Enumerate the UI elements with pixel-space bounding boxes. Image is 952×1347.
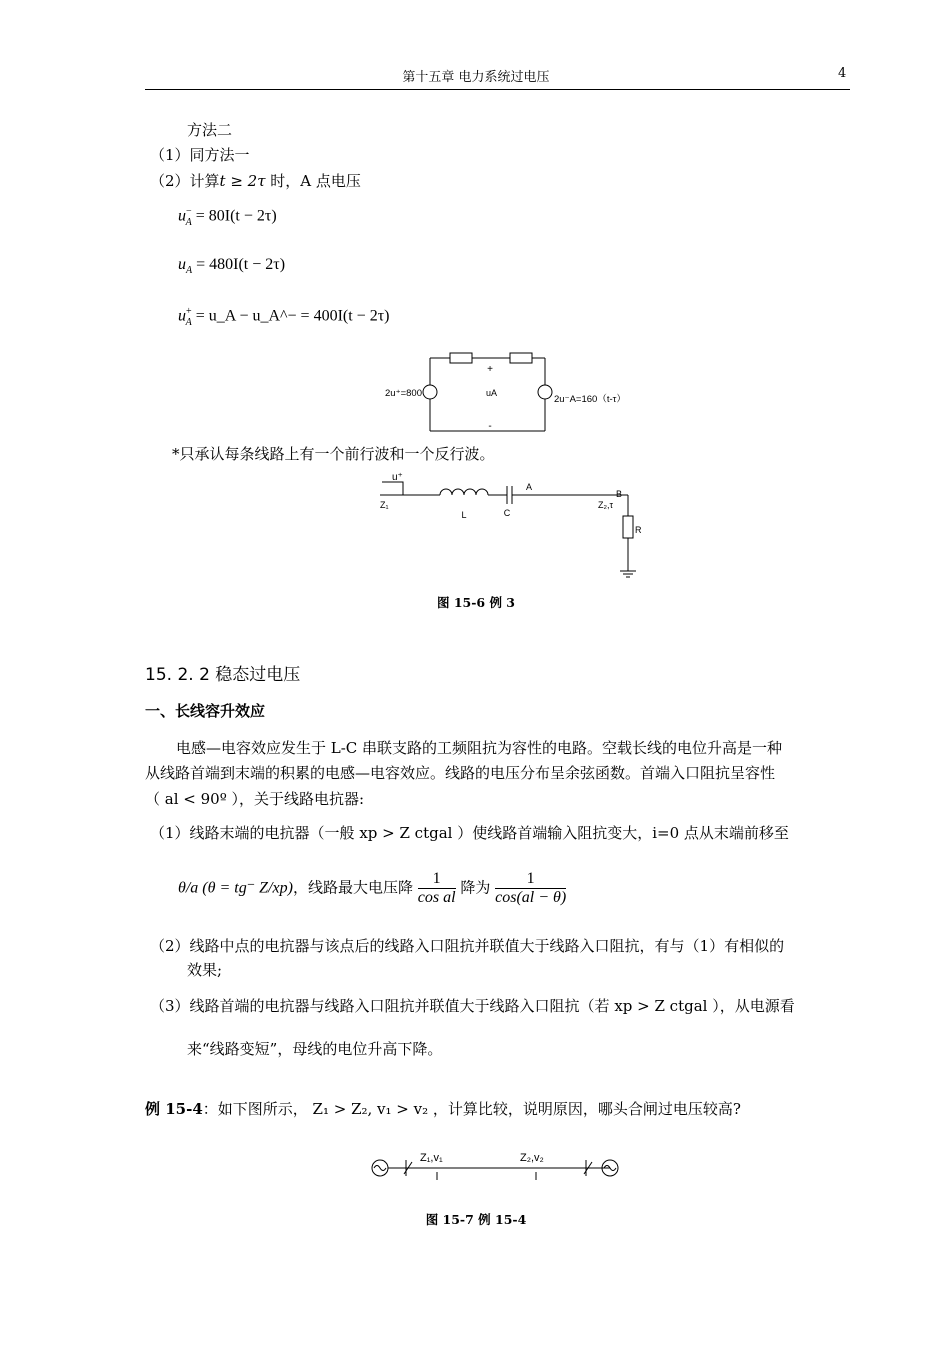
circuit2-wave-label: u⁺ xyxy=(392,472,403,483)
fraction-1 xyxy=(418,870,456,907)
item2-line1: （2）线路中点的电抗器与该点后的线路入口阻抗并联值大于线路入口阻抗，有与（1）有相似的 xyxy=(150,937,785,955)
paragraph1-line1: 电感—电容效应发生于 L-C 串联支路的工频阻抗为容性的电路。空载长线的电位升高是一种 xyxy=(176,739,783,757)
circuit2-z2-label: Z₂,τ xyxy=(598,500,614,510)
circuit1-plus: + xyxy=(487,364,493,375)
note-text: *只承认每条线路上有一个前行波和一个反行波。 xyxy=(172,445,495,463)
item1-formula-prefix: θ/a (θ = tg⁻ Z/xp) xyxy=(178,879,293,897)
paragraph1-line3: （ al < 90º ），关于线路电抗器: xyxy=(145,790,365,808)
circuit2-a-label: A xyxy=(526,482,533,492)
figure-15-7-caption: 图 15-7 例 15-4 xyxy=(425,1212,527,1227)
subsection-title: 一、长线容升效应 xyxy=(145,702,266,720)
item3-line1: （3）线路首端的电抗器与线路入口阻抗并联值大于线路入口阻抗（若 xp > Z ctgal ），从电源看 xyxy=(150,997,795,1015)
fraction-2 xyxy=(495,870,566,907)
circuit1-source-right: 2u⁻A=160（t-τ） xyxy=(554,394,626,405)
page-header-title: 第十五章 电力系统过电压 xyxy=(402,70,550,85)
section-title: 15. 2. 2 稳态过电压 xyxy=(145,665,301,685)
item2-line2: 效果; xyxy=(187,961,223,979)
equation-3 xyxy=(178,306,389,328)
circuit2-l-label: L xyxy=(461,510,467,520)
paragraph1-line2: 从线路首端到末端的积累的电感—电容效应。线路的电压分布呈余弦函数。首端入口阻抗呈容性 xyxy=(145,764,776,782)
circuit-diagram-2 xyxy=(370,468,650,586)
eq3-var: u xyxy=(178,307,186,325)
circuit-diagram-3 xyxy=(360,1146,640,1192)
circuit3-line2-label: Z₂,v₂ xyxy=(520,1152,544,1164)
figure-15-6-caption: 图 15-6 例 3 xyxy=(436,595,516,610)
circuit2-b-label: B xyxy=(616,489,623,499)
circuit3-line1-label: Z₁,v₁ xyxy=(420,1152,443,1164)
frac1-den: cos al xyxy=(417,889,456,906)
circuit2-c-label: C xyxy=(503,508,511,518)
resistor-1-icon xyxy=(450,353,472,363)
eq2-rhs: = 480I(t − 2τ) xyxy=(192,256,286,273)
equation-2 xyxy=(178,256,285,276)
item1-formula xyxy=(178,870,566,907)
eq1-var: u xyxy=(178,207,186,225)
eq3-rhs: = u_A − u_A^− = 400I(t − 2τ) xyxy=(191,307,390,325)
circuit2-z1-label: Z₁ xyxy=(380,500,389,510)
incident-wave-icon xyxy=(382,482,403,495)
page-number: 4 xyxy=(838,66,847,81)
step2-prefix: （2）计算 xyxy=(150,172,220,190)
eq3-sup: + xyxy=(186,306,192,317)
resistor-r-icon xyxy=(623,516,633,538)
frac2-den: cos(al − θ) xyxy=(495,889,567,906)
item1-text: （1）线路末端的电抗器（一般 xp > Z ctgal ）使线路首端输入阻抗变大，i=0 点从末端前移至 xyxy=(150,824,789,842)
circuit1-source-left: 2u⁺=800 xyxy=(385,388,422,399)
voltage-source-left-icon xyxy=(423,385,437,399)
circuit2-r-label: R xyxy=(635,525,642,535)
voltage-source-right-icon xyxy=(538,385,552,399)
eq3-sub: A xyxy=(185,316,192,328)
step2-condition: t ≥ 2τ xyxy=(219,172,266,190)
frac2-num: 1 xyxy=(495,870,566,889)
circuit1-minus: - xyxy=(488,421,492,432)
item1-formula-mid2: 降为 xyxy=(460,878,491,897)
method2-heading: 方法二 xyxy=(187,121,233,139)
eq1-sub: A xyxy=(185,216,192,228)
equation-1 xyxy=(178,206,277,228)
circuit1-center-label: uA xyxy=(486,388,498,398)
example-label: 例 15-4 xyxy=(145,1100,203,1118)
item1-formula-mid: ，线路最大电压降 xyxy=(292,878,413,897)
eq2-sub: A xyxy=(186,265,193,277)
circuit-diagram-1 xyxy=(360,345,650,440)
method2-step1: （1）同方法一 xyxy=(150,146,250,164)
eq1-sup: − xyxy=(186,206,192,217)
resistor-2-icon xyxy=(510,353,532,363)
example-text: ：如下图所示， Z₁ > Z₂, v₁ > v₂ ，计算比较，说明原因，哪头合闸过电压较高? xyxy=(202,1100,741,1118)
example-15-4 xyxy=(145,1098,741,1119)
step2-suffix: 时，A 点电压 xyxy=(265,172,361,190)
inductor-icon xyxy=(440,489,488,495)
header-rule xyxy=(145,89,850,90)
method2-step2 xyxy=(150,170,361,191)
item3-line2: 来“线路变短”，母线的电位升高下降。 xyxy=(187,1040,443,1058)
eq1-rhs: = 80I(t − 2τ) xyxy=(191,207,277,225)
frac1-num: 1 xyxy=(418,870,456,889)
eq2-var: u xyxy=(178,256,186,273)
